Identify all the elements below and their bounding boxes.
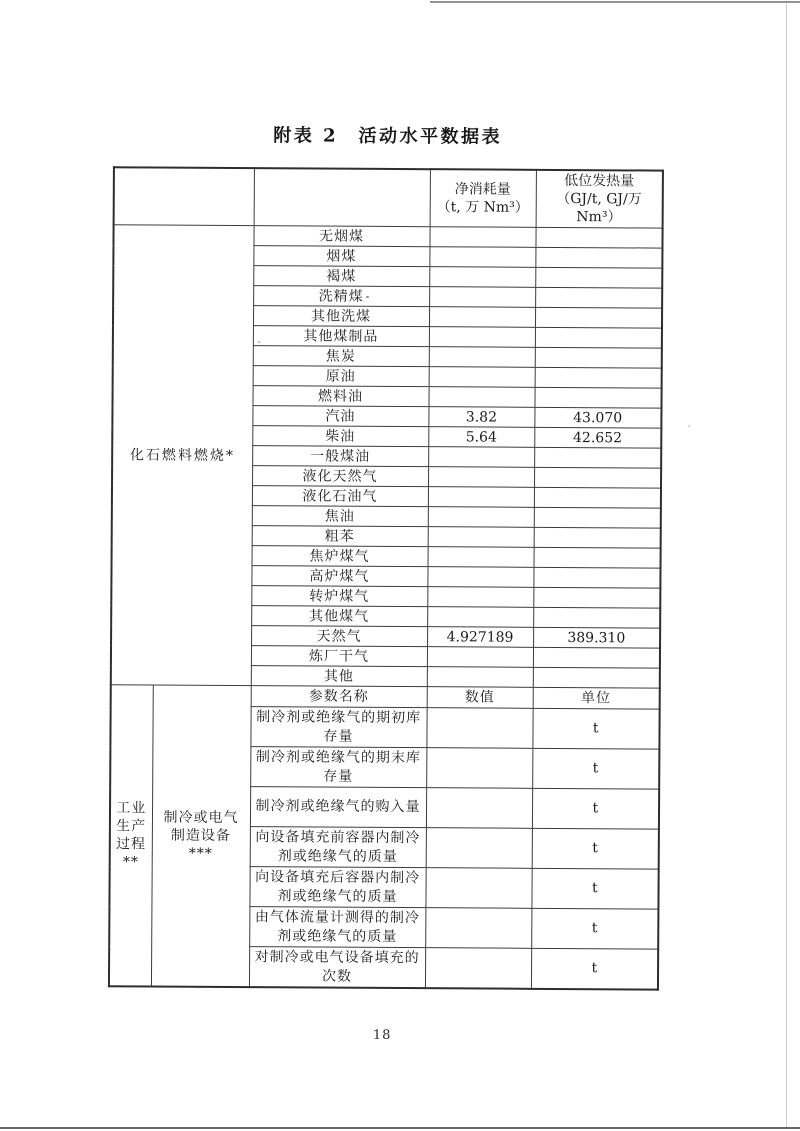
fuel-name-cell: 燃料油 xyxy=(252,386,428,407)
fuel-heating-cell xyxy=(534,507,661,528)
param-header-value: 数值 xyxy=(427,687,533,709)
fuel-heating-cell xyxy=(535,227,662,248)
param-name-cell: 制冷剂或绝缘气的购入量 xyxy=(250,787,426,828)
fuel-name-cell: 一般煤油 xyxy=(252,446,428,467)
fuel-heating-cell xyxy=(533,647,660,668)
param-value-cell xyxy=(425,948,531,989)
param-unit-cell: t xyxy=(532,708,659,749)
fuel-name-cell: 汽油 xyxy=(252,406,428,427)
section-label-refrigeration-equipment: 制冷或电气 制造设备 *** xyxy=(151,685,251,987)
param-header-row xyxy=(111,685,660,709)
param-name-cell: 制冷剂或绝缘气的期末库存量 xyxy=(250,747,426,788)
fuel-heating-cell xyxy=(533,587,660,608)
header-consumption: 净消耗量 （t, 万 Nm³） xyxy=(430,169,536,227)
fuel-name-cell: 无烟煤 xyxy=(253,226,429,247)
scan-edge-right xyxy=(786,3,787,1127)
header-empty-cell xyxy=(254,168,430,227)
fuel-consumption-cell: 3.82 xyxy=(428,407,534,428)
fuel-consumption-cell xyxy=(428,467,534,488)
param-value-cell xyxy=(426,788,532,829)
fuel-heating-cell xyxy=(534,387,661,408)
header-heating-value: 低位发热量 （GJ/t, GJ/万 Nm³） xyxy=(536,170,663,228)
fuel-consumption-cell xyxy=(429,227,535,248)
section-label-fossil-fuel: 化石燃料燃烧* xyxy=(111,225,254,686)
param-value-cell xyxy=(425,908,531,949)
fuel-heating-cell: 42.652 xyxy=(534,427,661,448)
fuel-heating-cell xyxy=(534,487,661,508)
page-title: 附表 2 活动水平数据表 xyxy=(273,125,503,148)
fuel-consumption-cell xyxy=(429,327,535,348)
param-value-cell xyxy=(426,828,532,869)
param-name-cell: 向设备填充后容器内制冷剂或绝缘气的质量 xyxy=(249,867,425,908)
fuel-consumption-cell xyxy=(427,667,533,688)
fuel-consumption-cell: 4.927189 xyxy=(427,627,533,648)
fuel-heating-cell xyxy=(535,307,662,328)
param-value-cell xyxy=(425,868,531,909)
fuel-name-cell: 其他洗煤 xyxy=(253,306,429,327)
fuel-heating-cell xyxy=(535,287,662,308)
fuel-name-cell: 柴油 xyxy=(252,426,428,447)
section-label-industrial-process: 工业 生产 过程 ** xyxy=(109,685,153,987)
fuel-heating-cell xyxy=(535,247,662,268)
fuel-consumption-cell xyxy=(428,547,534,568)
fuel-consumption-cell xyxy=(429,347,535,368)
activity-level-table xyxy=(108,166,664,990)
table-header-row xyxy=(114,167,663,228)
fuel-row xyxy=(113,225,662,248)
fuel-heating-cell xyxy=(535,367,662,388)
fuel-name-cell: 液化石油气 xyxy=(252,486,428,507)
fuel-heating-cell xyxy=(533,607,660,628)
fuel-name-cell: 原油 xyxy=(253,366,429,387)
param-name-cell: 对制冷或电气设备填充的次数 xyxy=(249,947,425,989)
fuel-consumption-cell xyxy=(427,567,533,588)
fuel-heating-cell xyxy=(534,467,661,488)
fuel-consumption-cell xyxy=(429,307,535,328)
fuel-consumption-cell xyxy=(427,587,533,608)
param-value-cell xyxy=(426,748,532,789)
fuel-consumption-cell xyxy=(427,607,533,628)
fuel-name-cell: 液化天然气 xyxy=(252,466,428,487)
fuel-name-cell: 粗苯 xyxy=(252,526,428,547)
fuel-name-cell: 天然气 xyxy=(251,626,427,647)
fuel-heating-cell xyxy=(534,547,661,568)
param-header-unit: 单位 xyxy=(533,687,660,709)
fuel-consumption-cell xyxy=(429,287,535,308)
fuel-consumption-cell xyxy=(429,247,535,268)
fuel-heating-cell: 43.070 xyxy=(534,407,661,428)
scan-speck xyxy=(688,425,690,427)
fuel-consumption-cell: 5.64 xyxy=(428,427,534,448)
fuel-heating-cell: 389.310 xyxy=(533,627,660,648)
fuel-name-cell: 洗精煤 xyxy=(253,286,429,307)
fuel-name-cell: 褐煤 xyxy=(253,266,429,287)
fuel-name-cell: 焦炉煤气 xyxy=(252,546,428,567)
fuel-name-cell: 其他 xyxy=(251,666,427,687)
fuel-heating-cell xyxy=(535,347,662,368)
param-unit-cell: t xyxy=(531,948,658,989)
fuel-name-cell: 焦油 xyxy=(252,506,428,527)
param-unit-cell: t xyxy=(532,788,659,829)
fuel-name-cell: 其他煤制品 xyxy=(253,326,429,347)
param-header-name: 参数名称 xyxy=(251,686,427,708)
fuel-heating-cell xyxy=(534,447,661,468)
fuel-heating-cell xyxy=(535,267,662,288)
fuel-consumption-cell xyxy=(428,387,534,408)
scan-edge-top xyxy=(430,1,800,3)
param-value-cell xyxy=(426,708,532,749)
param-name-cell: 制冷剂或绝缘气的期初库存量 xyxy=(250,707,426,748)
fuel-consumption-cell xyxy=(428,487,534,508)
fuel-consumption-cell xyxy=(428,527,534,548)
param-name-cell: 由气体流量计测得的制冷剂或绝缘气的质量 xyxy=(249,907,425,948)
fuel-name-cell: 炼厂干气 xyxy=(251,646,427,667)
param-unit-cell: t xyxy=(532,748,659,789)
fuel-consumption-cell xyxy=(429,267,535,288)
fuel-heating-cell xyxy=(535,327,662,348)
table-body xyxy=(109,167,663,989)
page-number: 18 xyxy=(372,1027,392,1043)
fuel-heating-cell xyxy=(534,527,661,548)
fuel-name-cell: 烟煤 xyxy=(253,246,429,267)
fuel-consumption-cell xyxy=(427,647,533,668)
fuel-consumption-cell xyxy=(428,507,534,528)
param-name-cell: 向设备填充前容器内制冷剂或绝缘气的质量 xyxy=(250,827,426,868)
fuel-heating-cell xyxy=(533,567,660,588)
fuel-consumption-cell xyxy=(428,447,534,468)
scan-edge-bottom xyxy=(0,1127,800,1129)
param-unit-cell: t xyxy=(532,828,659,869)
fuel-name-cell: 转炉煤气 xyxy=(251,586,427,607)
fuel-name-cell: 其他煤气 xyxy=(251,606,427,627)
fuel-consumption-cell xyxy=(429,367,535,388)
param-unit-cell: t xyxy=(531,868,658,909)
fuel-name-cell: 焦炭 xyxy=(253,346,429,367)
param-unit-cell: t xyxy=(531,908,658,949)
fuel-name-cell: 高炉煤气 xyxy=(251,566,427,587)
fuel-heating-cell xyxy=(533,667,660,688)
header-empty-cell xyxy=(114,167,254,225)
